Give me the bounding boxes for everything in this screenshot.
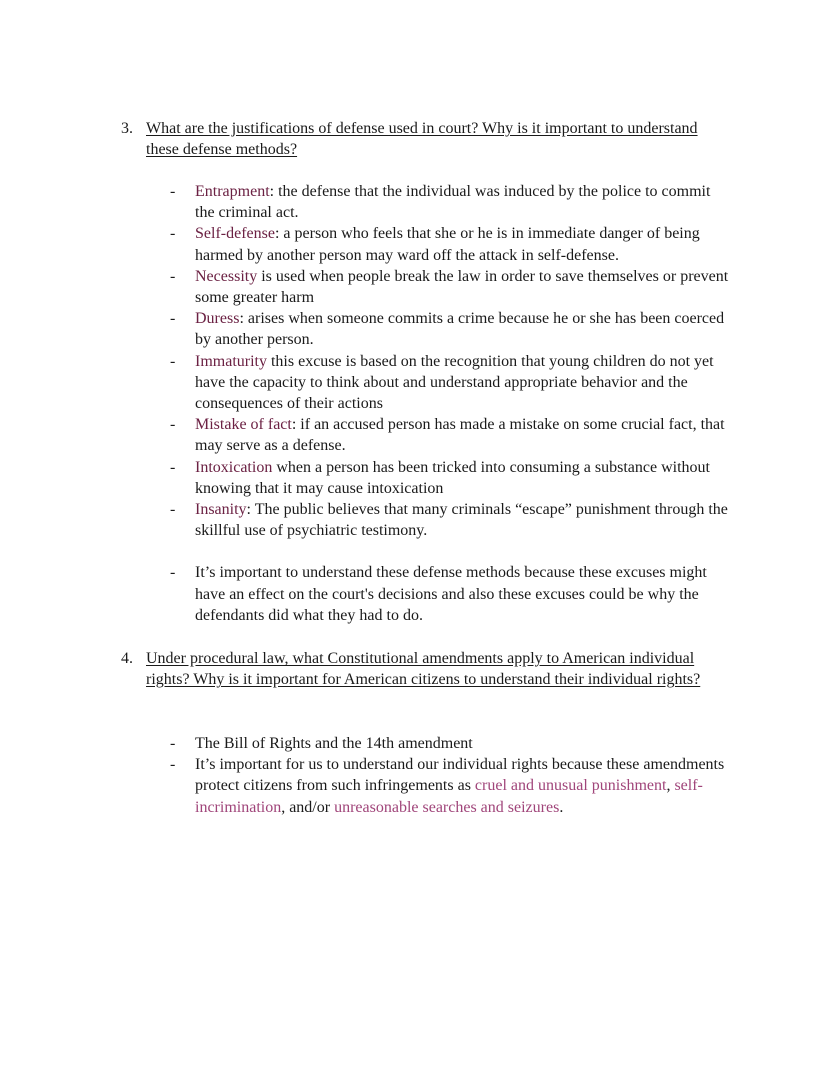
list-dash: -: [170, 501, 176, 519]
list-dash: -: [170, 310, 176, 328]
list-item: [170, 181, 730, 223]
question-4-answers: [170, 733, 730, 818]
list-item: [170, 562, 730, 626]
defense-term: Necessity: [195, 267, 258, 285]
defense-term: Entrapment: [195, 183, 270, 200]
list-dash: -: [170, 564, 176, 582]
list-dash: -: [170, 735, 176, 752]
separator: ,: [666, 777, 675, 795]
highlight-searches-seizures: unreasonable searches and seizures: [334, 798, 560, 816]
list-dash: -: [170, 416, 176, 434]
list-dash: -: [170, 352, 176, 370]
list-item: [170, 733, 730, 754]
defense-term: Duress: [195, 310, 240, 328]
list-item: [170, 414, 730, 456]
list-dash: -: [170, 225, 176, 243]
separator: , and/or: [281, 798, 335, 816]
list-item: [170, 223, 730, 265]
question-4: [121, 648, 721, 690]
list-item: [170, 266, 730, 308]
list-item: [170, 754, 730, 818]
list-spacer: [170, 541, 730, 562]
defense-term: Intoxication: [195, 458, 273, 476]
defense-term: Insanity: [195, 501, 247, 519]
defense-term: Immaturity: [195, 352, 267, 370]
list-item: [170, 499, 730, 541]
rights-answer: It’s important for us to understand our individual rights because these amendments protect citizens from such infringements as: [195, 756, 725, 795]
defense-description: when a person has been tricked into consuming a substance without knowing that it may cause intoxication: [195, 458, 710, 497]
defense-description: : if an accused person has made a mistake on some crucial fact, that may serve as a defense.: [195, 416, 725, 455]
question-4-number: 4.: [121, 650, 133, 667]
defense-term: Self-defense: [195, 225, 275, 243]
period: .: [559, 798, 564, 816]
defense-description: : The public believes that many criminals “escape” punishment through the skillful use of psychiatric testimony.: [195, 501, 728, 540]
defense-description: : a person who feels that she or he is in immediate danger of being harmed by another person may ward off the attack in self-defense.: [195, 225, 700, 264]
list-dash: -: [170, 267, 176, 285]
defense-term: Mistake of fact: [195, 416, 292, 434]
defense-description: is used when people break the law in order to save themselves or prevent some greater harm: [195, 267, 729, 307]
defense-description: : arises when someone commits a crime because he or she has been coerced by another person.: [195, 310, 725, 349]
list-item: [170, 351, 730, 415]
list-item: [170, 457, 730, 499]
highlight-cruel-punishment: cruel and unusual punishment: [474, 777, 667, 795]
question-4-text: Under procedural law, what Constitutional amendments apply to American individual rights? Why is it important for American citizens to understand their individual rights?: [146, 650, 701, 688]
list-item: [170, 308, 730, 350]
amendments-answer: The Bill of Rights and the 14th amendment: [195, 735, 473, 752]
defense-description: : the defense that the individual was induced by the police to commit the criminal act.: [195, 183, 711, 222]
list-dash: -: [170, 756, 176, 774]
importance-answer: It’s important to understand these defense methods because these excuses might have an effect on the court's decisions and also these excuses could be why the defendants did what they had to do.: [195, 564, 707, 624]
defense-description: this excuse is based on the recognition that young children do not yet have the capacity to think about and understand appropriate behavior and the consequences of their actions: [195, 352, 714, 413]
question-3-text: What are the justifications of defense used in court? Why is it important to understand these defense methods?: [146, 120, 698, 158]
list-dash: -: [170, 183, 176, 200]
question-3-answers: [170, 181, 730, 626]
question-3-number: 3.: [121, 120, 133, 137]
question-3: [121, 118, 721, 160]
list-dash: -: [170, 458, 176, 476]
highlight-self-incrimination: self-incrimination: [195, 777, 703, 816]
